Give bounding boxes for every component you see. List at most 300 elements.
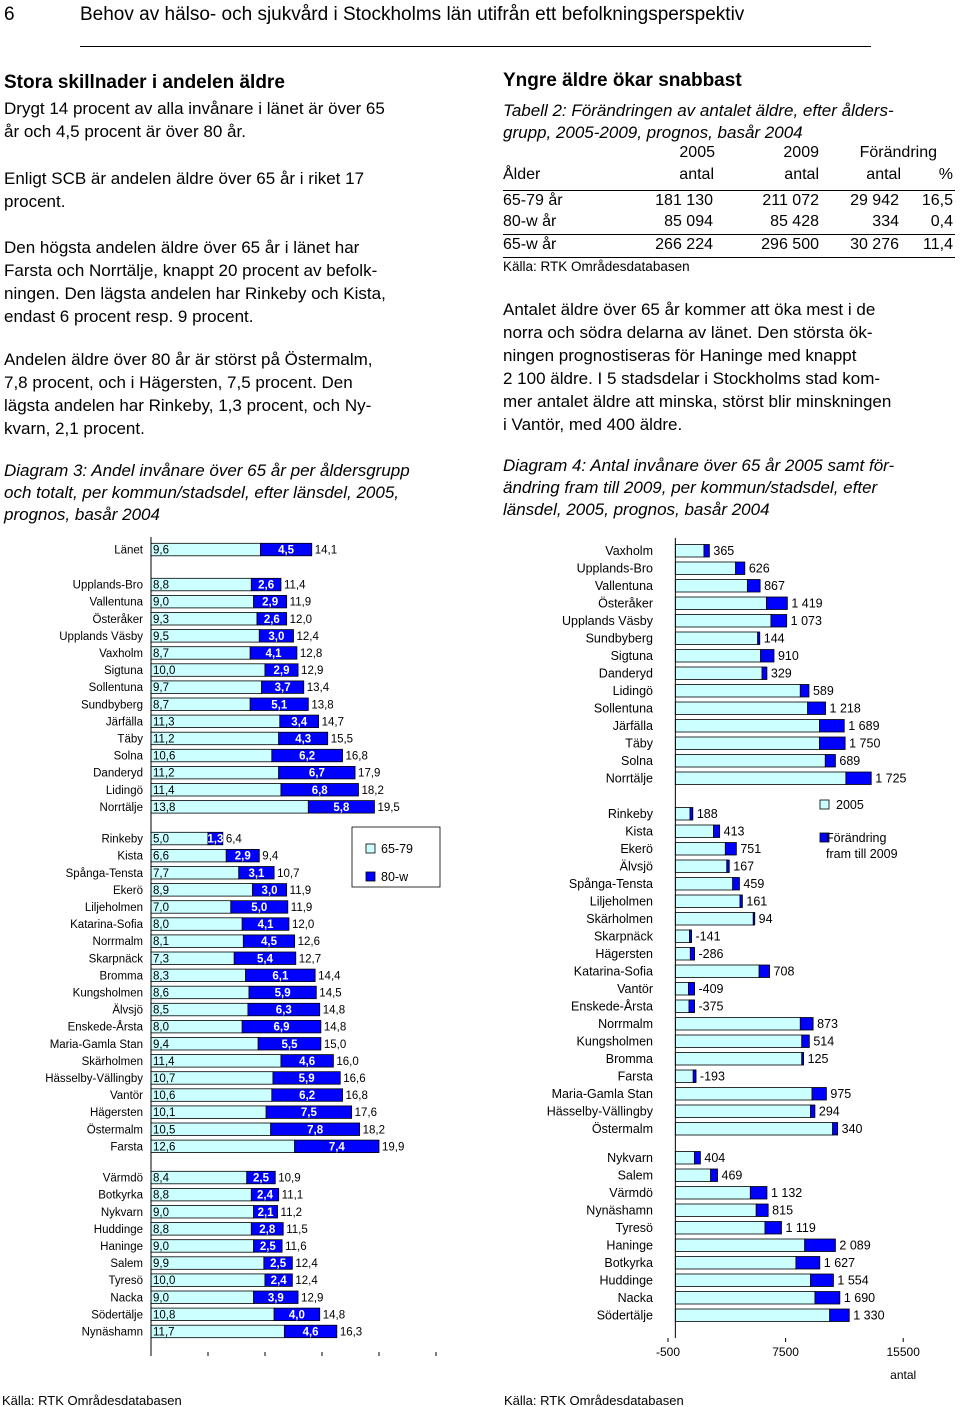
table-header-pct: % [938, 166, 953, 183]
chart4-change-label: 340 [841, 1121, 863, 1136]
chart3-value-label-80-w: 5,8 [333, 801, 350, 814]
chart4-bar-change [802, 1035, 810, 1048]
table-cell: 80-w år [503, 213, 557, 230]
text-line: Antalet äldre över 65 år kommer att öka mest i de [503, 300, 876, 319]
chart3-value-label-80-w: 2,4 [257, 1189, 273, 1202]
chart4-category-label: Värmdö [609, 1185, 653, 1200]
chart4-category-label: Österåker [598, 596, 653, 611]
chart3-total-label: 14,8 [322, 1004, 346, 1017]
chart3-category-label: Vantör [109, 1090, 143, 1103]
chart4-change-label: 1 689 [848, 718, 880, 733]
chart4-bar-change [819, 737, 845, 750]
chart4-change-label: 459 [743, 876, 765, 891]
chart3-value-label-65-79: 11,2 [153, 767, 175, 780]
chart3-value-label-80-w: 2,4 [270, 1275, 287, 1288]
text-line: Farsta och Norrtälje, knappt 20 procent av befolk- [4, 261, 378, 280]
table-header-row-1 [503, 144, 955, 166]
chart3-category-label: Maria-Gamla Stan [49, 1038, 143, 1051]
chart3-value-label-65-79: 9,6 [153, 544, 169, 557]
chart4-category-label: Katarina-Sofia [573, 964, 653, 979]
chart3-value-label-65-79: 10,0 [153, 665, 176, 678]
chart4-change-label: 689 [839, 753, 861, 768]
chart3-value-label-80-w: 5,9 [274, 987, 291, 1000]
chart3-total-label: 12,8 [299, 647, 323, 660]
chart4-x-axis-label: antal [890, 1368, 917, 1382]
chart4-change-label: -193 [699, 1069, 725, 1084]
chart4-bar-2005 [675, 825, 713, 838]
chart3-total-label: 12,4 [296, 630, 319, 643]
chart4-bar-2005 [675, 1088, 812, 1101]
chart3-value-label-80-w: 2,1 [257, 1206, 274, 1219]
left-para-2 [4, 167, 449, 213]
chart3-value-label-65-79: 8,1 [153, 936, 169, 949]
chart3-value-label-65-79: 10,0 [153, 1275, 176, 1288]
chart3-total-label: 16,8 [345, 750, 368, 763]
chart4-bar-2005 [675, 843, 725, 856]
chart4-category-label: Täby [625, 736, 653, 751]
chart4-bar-2005 [675, 702, 807, 715]
table-cell: 211 072 [762, 192, 819, 209]
chart3-value-label-80-w: 4,3 [295, 733, 312, 746]
chart3-value-label-65-79: 8,7 [153, 647, 169, 660]
chart4-category-label: Hägersten [595, 946, 653, 961]
chart3-value-label-65-79: 9,0 [153, 1206, 169, 1219]
chart4-change-label: -286 [698, 946, 724, 961]
chart4-bar-2005 [675, 965, 759, 978]
chart4-change-label: 815 [772, 1203, 794, 1218]
chart4-category-label: Farsta [617, 1069, 653, 1084]
chart4-category-label: Kista [625, 824, 653, 839]
chart3-value-label-80-w: 7,8 [307, 1124, 324, 1137]
chart3-value-label-80-w: 4,5 [260, 936, 277, 949]
table-header-age: Ålder [503, 166, 541, 183]
table-header-2005: 2005 [679, 144, 715, 161]
chart4-change-label: 589 [812, 683, 834, 698]
chart3-value-label-80-w: 2,6 [258, 579, 275, 592]
chart3-value-label-65-79: 7,0 [153, 901, 169, 914]
chart4-category-label: Liljeholmen [589, 894, 653, 909]
table-cell: 266 224 [655, 236, 713, 253]
left-para-3 [4, 236, 449, 328]
chart4-category-label: Vaxholm [605, 543, 653, 558]
chart4-bar-2005 [675, 1187, 750, 1200]
chart4-category-label: Hässelby-Vällingby [546, 1104, 653, 1119]
chart3-value-label-65-79: 9,0 [153, 1292, 169, 1305]
table-cell: 85 094 [664, 213, 713, 230]
chart3-value-label-65-79: 9,7 [153, 682, 169, 695]
chart4-bar-2005 [675, 1292, 815, 1305]
chart4-change-label: 365 [713, 543, 735, 558]
chart3-category-label: Tyresö [108, 1275, 143, 1288]
chart3-category-label: Länet [114, 544, 143, 557]
chart3-value-label-80-w: 2,9 [262, 596, 279, 609]
text-line: Den högsta andelen äldre över 65 år i länet har [4, 238, 360, 257]
chart3-total-label: 18,2 [361, 784, 384, 797]
chart3-total-label: 12,0 [289, 613, 313, 626]
chart4-category-label: Vallentuna [594, 578, 653, 593]
table-cell: 16,5 [921, 192, 953, 209]
chart4-change-label: 1 627 [823, 1255, 856, 1270]
chart3-total-label: 11,4 [283, 579, 306, 592]
chart3-value-label-80-w: 5,1 [271, 699, 288, 712]
chart3-value-label-65-79: 11,4 [153, 1055, 175, 1068]
chart4-bar-2005 [675, 1105, 810, 1118]
chart4-change-label: 1 330 [853, 1308, 885, 1323]
chart3-value-label-80-w: 2,9 [273, 665, 290, 678]
table-rule [503, 234, 955, 235]
chart4-bar-change [765, 1222, 781, 1235]
chart4-bar-change [825, 755, 835, 768]
chart4-category-label: Älvsjö [619, 859, 653, 874]
chart3-category-label: Salem [110, 1258, 143, 1271]
chart3-value-label-80-w: 5,0 [251, 901, 268, 914]
chart4-change-label: 975 [830, 1086, 852, 1101]
chart4-change-label: 873 [817, 1016, 838, 1031]
chart4-bar-2005 [675, 1222, 765, 1235]
chart3-total-label: 12,0 [291, 919, 315, 932]
chart3-value-label-80-w: 1,3 [207, 833, 224, 846]
chart4-category-label: Nynäshamn [586, 1203, 653, 1218]
chart4-category-label: Norrmalm [598, 1016, 653, 1031]
text-line: norra och södra delarna av länet. Den största ök- [503, 323, 873, 342]
chart3-category-label: Nacka [110, 1292, 143, 1305]
chart3-total-label: 11,5 [286, 1223, 308, 1236]
chart4-bar-change [771, 615, 787, 628]
chart3-category-label: Bromma [99, 970, 143, 983]
chart4-bar-2005 [675, 913, 753, 926]
chart4-change-label: 626 [748, 561, 770, 576]
chart4-bar-2005 [675, 545, 704, 558]
chart4-bar-change [733, 878, 740, 891]
chart3-total-label: 13,4 [306, 682, 330, 695]
chart4-change-label: 125 [807, 1051, 829, 1066]
chart4-category-label: Upplands-Bro [576, 561, 653, 576]
chart3-total-label: 12,9 [301, 665, 324, 678]
chart3-category-label: Danderyd [93, 767, 143, 780]
chart4-change-label: 94 [758, 911, 773, 926]
chart4-category-label: Norrtälje [605, 771, 653, 786]
chart3-total-label: 12,6 [297, 936, 321, 949]
chart4-bar-2005 [675, 1169, 710, 1182]
chart4-change-label: 910 [777, 648, 799, 663]
chart3-total-label: 11,2 [280, 1206, 303, 1219]
chart4-bar-change [690, 808, 693, 821]
chart3-total-label: 12,4 [295, 1258, 318, 1271]
chart3-category-label: Norrmalm [92, 936, 143, 949]
chart4-bar-change [833, 1123, 838, 1136]
caption-line: Diagram 4: Antal invånare över 65 år 2005 samt för- [503, 456, 895, 475]
chart3-category-label: Upplands-Bro [72, 579, 143, 592]
chart3-total-label: 6,4 [225, 833, 242, 846]
chart4-bar-change [711, 1169, 718, 1182]
chart4-change-label: 161 [746, 894, 768, 909]
text-line: i Vantör, med 400 äldre. [503, 415, 683, 434]
chart4-change-label: 1 690 [843, 1290, 876, 1305]
chart3-value-label-80-w: 6,8 [311, 784, 328, 797]
chart4-change-label: 404 [704, 1150, 726, 1165]
chart4-category-label: Tyresö [615, 1220, 653, 1235]
chart4-change-label: -141 [695, 929, 721, 944]
chart3-value-label-65-79: 10,6 [153, 750, 176, 763]
chart4-bar-change [753, 913, 755, 926]
chart4-bar-change [761, 650, 774, 663]
caption-line: och totalt, per kommun/stadsdel, efter länsdel, 2005, [4, 483, 400, 502]
table-cell: 181 130 [655, 192, 713, 209]
chart4-category-label: Enskede-Årsta [571, 999, 653, 1014]
chart3-category-label: Kista [117, 850, 143, 863]
change-table [503, 144, 955, 279]
chart4-bar-2005 [675, 615, 771, 628]
chart4-bar-change [830, 1309, 850, 1322]
chart3-category-label: Järfälla [105, 716, 143, 729]
text-line: år och 4,5 procent är över 80 år. [4, 122, 246, 141]
table-cell: 85 428 [770, 213, 819, 230]
chart3-value-label-65-79: 9,3 [153, 613, 169, 626]
chart3-total-label: 16,8 [345, 1090, 368, 1103]
chart3-value-label-65-79: 9,0 [153, 596, 169, 609]
chart4-category-label: Botkyrka [604, 1255, 653, 1270]
chart3-value-label-80-w: 4,1 [265, 647, 282, 660]
chart4-category-label: Kungsholmen [576, 1034, 653, 1049]
chart3-value-label-80-w: 4,1 [257, 919, 274, 932]
chart4-category-label: Rinkeby [607, 806, 653, 821]
chart3-category-label: Hässelby-Vällingby [45, 1072, 143, 1085]
chart3-total-label: 14,5 [319, 987, 342, 1000]
chart4-category-label: Järfälla [612, 718, 653, 733]
chart4-bar-2005 [675, 808, 690, 821]
caption-line: grupp, 2005-2009, prognos, basår 2004 [503, 123, 803, 142]
chart3-value-label-80-w: 2,9 [234, 850, 251, 863]
chart3-source: Källa: RTK Områdesdatabasen [2, 1393, 182, 1407]
text-line: ningen. Den lägsta andelen har Rinkeby och Kista, [4, 284, 386, 303]
chart3-value-label-65-79: 11,3 [153, 716, 175, 729]
chart3-value-label-80-w: 3,9 [267, 1292, 284, 1305]
chart4-category-label: Salem [617, 1168, 653, 1183]
chart3-value-label-65-79: 12,6 [153, 1141, 176, 1154]
chart3-category-label: Kungsholmen [72, 987, 143, 1000]
page-title: Behov av hälso- och sjukvård i Stockholms län utifrån ett befolkningsperspektiv [80, 4, 745, 25]
chart4-category-label: Södertälje [596, 1308, 653, 1323]
chart3-total-label: 12,9 [301, 1292, 324, 1305]
chart3-category-label: Vallentuna [89, 596, 143, 609]
chart3-category-label: Huddinge [93, 1223, 143, 1236]
chart4-bar-change [689, 1000, 695, 1013]
text-line: ningen prognostiseras för Haninge med knappt [503, 346, 857, 365]
chart3-value-label-80-w: 4,0 [288, 1309, 305, 1322]
diagram3-chart [0, 530, 480, 1407]
chart3-category-label: Täby [117, 733, 143, 746]
chart4-bar-2005 [675, 632, 757, 645]
table-cell: 30 276 [850, 236, 899, 253]
chart3-value-label-65-79: 13,8 [153, 801, 176, 814]
chart4-bar-2005 [675, 580, 747, 593]
chart3-total-label: 13,8 [311, 699, 334, 712]
chart3-category-label: Sollentuna [88, 682, 143, 695]
table-cell: 296 500 [761, 236, 819, 253]
chart3-value-label-65-79: 8,5 [153, 1004, 169, 1017]
chart4-bar-2005 [675, 667, 762, 680]
chart4-category-label: Haninge [606, 1238, 653, 1253]
chart3-value-label-65-79: 7,7 [153, 867, 169, 880]
chart4-category-label: Spånga-Tensta [568, 876, 653, 891]
text-line: mer antalet äldre att minska, störst blir minskningen [503, 392, 892, 411]
text-line: Drygt 14 procent av alla invånare i länet är över 65 [4, 99, 385, 118]
chart3-value-label-65-79: 9,5 [153, 630, 169, 643]
chart4-bar-2005 [675, 1274, 810, 1287]
chart4-bar-change [747, 580, 760, 593]
chart3-value-label-80-w: 6,3 [275, 1004, 292, 1017]
chart4-bar-2005 [675, 1018, 800, 1031]
chart4-change-label: 188 [696, 806, 718, 821]
chart3-category-label: Upplands Väsby [59, 630, 143, 643]
chart3-value-label-65-79: 9,9 [153, 1258, 169, 1271]
chart3-category-label: Nykvarn [100, 1206, 143, 1219]
chart4-x-tick-label: 7500 [772, 1345, 799, 1359]
chart4-bar-2005 [675, 1053, 801, 1066]
text-line: Enligt SCB är andelen äldre över 65 år i riket 17 [4, 169, 365, 188]
chart3-total-label: 15,5 [330, 733, 354, 746]
chart4-bar-2005 [675, 1035, 801, 1048]
table-cell: 11,4 [923, 236, 953, 253]
chart4-bar-2005 [675, 755, 825, 768]
chart3-category-label: Haninge [100, 1240, 143, 1253]
chart4-bar-2005 [675, 895, 740, 908]
chart3-category-label: Nynäshamn [81, 1326, 143, 1339]
chart4-bar-change [846, 772, 871, 785]
chart4-bar-change [736, 562, 745, 575]
chart4-change-label: -409 [698, 981, 724, 996]
chart4-legend-label-change: fram till 2009 [826, 847, 898, 861]
chart4-bar-change [693, 1070, 696, 1083]
chart3-category-label: Östermalm [86, 1124, 143, 1137]
chart3-total-label: 11,9 [289, 884, 312, 897]
chart3-value-label-65-79: 9,4 [153, 1038, 169, 1051]
chart4-change-label: 1 073 [790, 613, 822, 628]
chart3-total-label: 9,4 [262, 850, 279, 863]
chart4-bar-change [727, 860, 729, 873]
caption-line: länsdel, 2005, prognos, basår 2004 [503, 500, 770, 519]
chart3-value-label-80-w: 2,5 [253, 1172, 270, 1185]
chart3-value-label-65-79: 8,6 [153, 987, 169, 1000]
table-header-2009: 2009 [783, 144, 819, 161]
chart4-bar-2005 [675, 1204, 756, 1217]
table-caption [503, 100, 958, 144]
chart4-source: Källa: RTK Områdesdatabasen [504, 1393, 684, 1407]
left-para-1 [4, 97, 449, 143]
chart3-value-label-80-w: 6,2 [299, 750, 316, 763]
diagram4-chart [480, 530, 960, 1407]
table-row [503, 213, 955, 235]
chart4-legend-label-change: Förändring [826, 831, 887, 845]
chart4-bar-change [796, 1257, 820, 1270]
table-row [503, 192, 955, 214]
chart3-value-label-80-w: 3,4 [291, 716, 308, 729]
chart3-value-label-80-w: 6,9 [273, 1021, 290, 1034]
chart3-value-label-65-79: 11,4 [153, 784, 175, 797]
chart4-category-label: Sundbyberg [585, 631, 653, 646]
chart4-category-label: Huddinge [599, 1273, 653, 1288]
chart3-legend-swatch-65-79 [366, 844, 375, 853]
chart3-total-label: 11,9 [289, 596, 312, 609]
chart3-value-label-80-w: 5,4 [257, 953, 273, 966]
chart4-bar-2005 [675, 860, 726, 873]
chart4-bar-change [759, 965, 769, 978]
chart3-value-label-65-79: 8,0 [153, 1021, 169, 1034]
table-header-antal: antal [679, 166, 714, 183]
chart3-category-label: Liljeholmen [84, 901, 143, 914]
chart4-bar-change [800, 685, 809, 698]
chart3-total-label: 19,5 [377, 801, 400, 814]
chart3-value-label-65-79: 10,6 [153, 1090, 176, 1103]
chart3-value-label-80-w: 5,9 [298, 1072, 315, 1085]
chart3-category-label: Sigtuna [103, 665, 143, 678]
chart3-value-label-65-79: 5,0 [153, 833, 169, 846]
chart3-total-label: 12,4 [295, 1275, 318, 1288]
chart4-category-label: Ekerö [620, 841, 653, 856]
table-rule [503, 190, 955, 191]
chart4-bar-2005 [675, 1123, 832, 1136]
chart4-category-label: Bromma [605, 1051, 653, 1066]
caption-line: Tabell 2: Förändringen av antalet äldre, efter ålders- [503, 101, 894, 120]
chart4-change-label: -375 [698, 999, 724, 1014]
chart4-change-label: 2 089 [839, 1238, 871, 1253]
chart3-total-label: 14,8 [323, 1021, 347, 1034]
chart3-category-label: Södertälje [91, 1309, 143, 1322]
table-cell: 29 942 [850, 192, 899, 209]
chart3-category-label: Katarina-Sofia [70, 919, 143, 932]
chart4-bar-2005 [675, 562, 735, 575]
chart4-change-label: 751 [740, 841, 762, 856]
chart4-x-tick-label: -500 [655, 1345, 681, 1359]
chart4-legend-label-2005: 2005 [836, 798, 864, 812]
chart3-category-label: Älvsjö [112, 1004, 143, 1017]
chart4-category-label: Skärholmen [586, 911, 653, 926]
chart4-category-label: Maria-Gamla Stan [551, 1086, 653, 1101]
chart4-bar-change [808, 702, 826, 715]
chart4-bar-2005 [675, 772, 846, 785]
chart3-value-label-80-w: 3,0 [268, 630, 285, 643]
chart3-total-label: 12,7 [298, 953, 322, 966]
chart4-legend-swatch-2005 [820, 800, 829, 809]
chart3-value-label-65-79: 8,4 [153, 1172, 169, 1185]
chart4-change-label: 294 [818, 1104, 840, 1119]
chart4-bar-change [802, 1053, 804, 1066]
chart3-value-label-65-79: 10,8 [153, 1309, 176, 1322]
table-header-row-2 [503, 166, 955, 188]
chart3-total-label: 14,8 [322, 1309, 346, 1322]
table-header-antal: antal [784, 166, 819, 183]
chart3-category-label: Skarpnäck [88, 953, 143, 966]
chart3-category-label: Sundbyberg [80, 699, 143, 712]
chart3-total-label: 11,1 [281, 1189, 304, 1202]
chart3-value-label-65-79: 8,8 [153, 1223, 169, 1236]
chart4-change-label: 329 [770, 666, 792, 681]
table-cell: 65-79 år [503, 192, 563, 209]
page-header [4, 4, 744, 26]
chart3-value-label-65-79: 8,3 [153, 970, 169, 983]
chart4-bar-change [694, 1152, 700, 1165]
chart3-total-label: 11,9 [290, 901, 313, 914]
chart3-value-label-80-w: 7,5 [300, 1107, 317, 1120]
chart3-value-label-80-w: 3,0 [261, 884, 278, 897]
chart3-category-label: Norrtälje [99, 801, 143, 814]
chart3-value-label-65-79: 10,5 [153, 1124, 176, 1137]
chart3-value-label-65-79: 8,9 [153, 884, 169, 897]
caption-line: Diagram 3: Andel invånare över 65 år per åldersgrupp [4, 461, 410, 480]
chart3-category-label: Farsta [110, 1141, 143, 1154]
text-line: kvarn, 2,1 procent. [4, 419, 145, 438]
chart4-category-label: Solna [621, 753, 653, 768]
